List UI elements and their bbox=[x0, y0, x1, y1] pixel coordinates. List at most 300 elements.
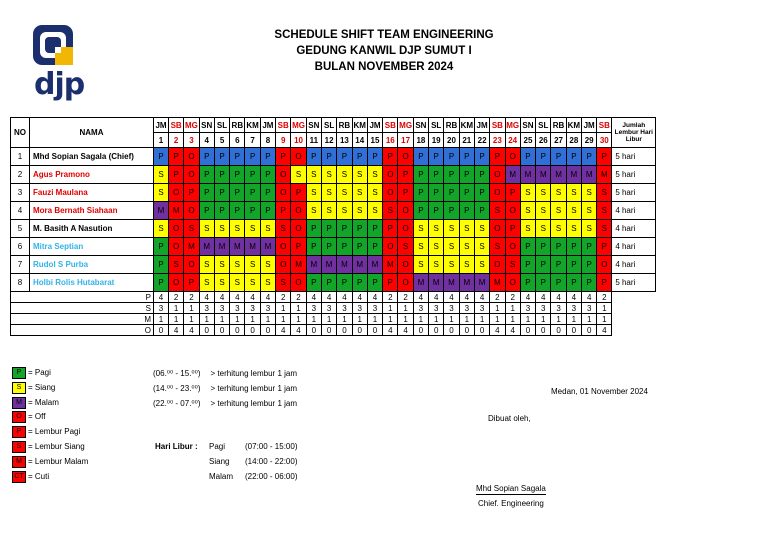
shift-cell: O bbox=[276, 256, 291, 274]
table-row bbox=[11, 166, 656, 184]
shift-cell: M bbox=[321, 256, 336, 274]
summary-value: 1 bbox=[597, 314, 612, 325]
summary-value: 3 bbox=[245, 303, 260, 314]
shift-time: (06.⁰⁰ - 15.⁰⁰) bbox=[153, 369, 201, 378]
summary-value: 1 bbox=[566, 314, 581, 325]
date-header: 18 bbox=[413, 133, 428, 148]
shift-cell: S bbox=[398, 238, 413, 256]
shift-cell: M bbox=[566, 166, 581, 184]
shift-cell: P bbox=[321, 238, 336, 256]
summary-value: 0 bbox=[352, 325, 367, 336]
shift-cell: S bbox=[337, 166, 352, 184]
summary-value: 4 bbox=[566, 292, 581, 303]
day-header: JM bbox=[582, 118, 597, 133]
shift-cell: P bbox=[413, 184, 428, 202]
shift-cell: S bbox=[367, 166, 382, 184]
shift-cell: P bbox=[367, 274, 382, 292]
summary-value: 2 bbox=[505, 292, 520, 303]
shift-cell: P bbox=[260, 148, 275, 166]
summary-value: 0 bbox=[367, 325, 382, 336]
shift-cell: S bbox=[230, 220, 245, 238]
summary-row bbox=[11, 292, 656, 303]
shift-cell: S bbox=[154, 166, 169, 184]
summary-value: 4 bbox=[230, 292, 245, 303]
day-header: RB bbox=[337, 118, 352, 133]
shift-cell: M bbox=[505, 166, 520, 184]
employee-name: Agus Pramono bbox=[30, 166, 154, 184]
table-row bbox=[11, 256, 656, 274]
shift-cell: P bbox=[169, 166, 184, 184]
date-header: 16 bbox=[383, 133, 398, 148]
shift-cell: P bbox=[306, 238, 321, 256]
summary-value: 4 bbox=[429, 292, 444, 303]
summary-value: 4 bbox=[184, 325, 199, 336]
shift-cell: O bbox=[398, 202, 413, 220]
summary-value: 4 bbox=[505, 325, 520, 336]
shift-cell: P bbox=[413, 148, 428, 166]
legend-label: = Lembur Malam bbox=[28, 456, 89, 466]
summary-value: 1 bbox=[291, 303, 306, 314]
shift-cell: P bbox=[444, 202, 459, 220]
shift-cell: P bbox=[214, 148, 229, 166]
summary-value: 1 bbox=[352, 314, 367, 325]
summary-value: 1 bbox=[367, 314, 382, 325]
holiday-overtime-count: 4 hari bbox=[612, 202, 656, 220]
legend-item bbox=[12, 367, 132, 378]
legend-swatch: CT bbox=[12, 471, 26, 483]
shift-note: > terhitung lembur 1 jam bbox=[210, 398, 298, 408]
shift-cell: S bbox=[566, 202, 581, 220]
summary-value: 2 bbox=[398, 292, 413, 303]
shift-cell: S bbox=[214, 274, 229, 292]
shift-cell: O bbox=[169, 238, 184, 256]
shift-cell: P bbox=[383, 148, 398, 166]
shift-cell: P bbox=[199, 202, 214, 220]
summary-value: 3 bbox=[214, 303, 229, 314]
summary-value: 4 bbox=[459, 292, 474, 303]
summary-value: 1 bbox=[260, 314, 275, 325]
date-header: 25 bbox=[520, 133, 535, 148]
legend-label: = Malam bbox=[28, 397, 59, 407]
shift-cell: O bbox=[276, 238, 291, 256]
shift-cell: P bbox=[536, 274, 551, 292]
shift-cell: S bbox=[413, 238, 428, 256]
summary-value: 3 bbox=[367, 303, 382, 314]
shift-cell: S bbox=[566, 184, 581, 202]
day-header: SB bbox=[169, 118, 184, 133]
name-header: NAMA bbox=[30, 118, 154, 148]
summary-row bbox=[11, 303, 656, 314]
shift-cell: O bbox=[291, 220, 306, 238]
date-header: 20 bbox=[444, 133, 459, 148]
shift-cell: S bbox=[383, 202, 398, 220]
shift-cell: P bbox=[582, 274, 597, 292]
shift-cell: P bbox=[154, 238, 169, 256]
shift-cell: P bbox=[505, 220, 520, 238]
summary-value: 4 bbox=[352, 292, 367, 303]
summary-value: 4 bbox=[154, 292, 169, 303]
summary-value: 0 bbox=[582, 325, 597, 336]
summary-value: 3 bbox=[413, 303, 428, 314]
shift-cell: S bbox=[321, 166, 336, 184]
summary-value: 0 bbox=[230, 325, 245, 336]
shift-cell: M bbox=[306, 256, 321, 274]
shift-cell: O bbox=[490, 184, 505, 202]
legend-swatch: P bbox=[12, 367, 26, 379]
shift-cell: O bbox=[398, 256, 413, 274]
shift-cell: P bbox=[444, 148, 459, 166]
summary-value: 4 bbox=[536, 292, 551, 303]
legend-item bbox=[12, 456, 132, 467]
date-header: 7 bbox=[245, 133, 260, 148]
row-number: 2 bbox=[11, 166, 30, 184]
shift-cell: S bbox=[214, 220, 229, 238]
shift-cell: P bbox=[245, 166, 260, 184]
summary-blank bbox=[612, 314, 656, 325]
shift-cell: O bbox=[490, 256, 505, 274]
shift-cell: S bbox=[352, 202, 367, 220]
shift-cell: O bbox=[597, 256, 612, 274]
day-header: SB bbox=[276, 118, 291, 133]
libur-pagi-time: (07:00 - 15:00) bbox=[245, 442, 298, 451]
shift-cell: S bbox=[154, 184, 169, 202]
shift-cell: S bbox=[459, 238, 474, 256]
shift-cell: S bbox=[490, 238, 505, 256]
made-by: Dibuat oleh, bbox=[488, 414, 531, 423]
table-row bbox=[11, 220, 656, 238]
summary-value: 3 bbox=[306, 303, 321, 314]
summary-value: 0 bbox=[199, 325, 214, 336]
summary-value: 0 bbox=[413, 325, 428, 336]
date-header: 4 bbox=[199, 133, 214, 148]
shift-cell: O bbox=[505, 274, 520, 292]
day-header: SN bbox=[199, 118, 214, 133]
shift-cell: M bbox=[291, 256, 306, 274]
summary-value: 1 bbox=[154, 314, 169, 325]
shift-cell: P bbox=[551, 274, 566, 292]
day-header: JM bbox=[260, 118, 275, 133]
shift-time-row bbox=[153, 397, 297, 410]
libur-malam-name: Malam bbox=[209, 472, 234, 481]
summary-value: 0 bbox=[214, 325, 229, 336]
shift-cell: O bbox=[398, 148, 413, 166]
summary-value: 4 bbox=[199, 292, 214, 303]
shift-cell: O bbox=[490, 220, 505, 238]
summary-value: 3 bbox=[337, 303, 352, 314]
summary-value: 4 bbox=[413, 292, 428, 303]
holiday-overtime-count: 4 hari bbox=[612, 238, 656, 256]
shift-cell: O bbox=[291, 148, 306, 166]
shift-cell: P bbox=[520, 238, 535, 256]
summary-value: 3 bbox=[321, 303, 336, 314]
day-header: MG bbox=[505, 118, 520, 133]
summary-value: 1 bbox=[321, 314, 336, 325]
legend-swatch: S bbox=[12, 441, 26, 453]
shift-cell: S bbox=[199, 256, 214, 274]
day-header: KM bbox=[566, 118, 581, 133]
schedule-table bbox=[10, 117, 656, 336]
summary-value: 3 bbox=[536, 303, 551, 314]
shift-cell: P bbox=[306, 148, 321, 166]
shift-cell: P bbox=[582, 148, 597, 166]
summary-value: 1 bbox=[582, 314, 597, 325]
summary-label: P bbox=[11, 292, 154, 303]
shift-cell: P bbox=[474, 148, 489, 166]
shift-cell: P bbox=[352, 148, 367, 166]
shift-cell: M bbox=[474, 274, 489, 292]
shift-cell: P bbox=[276, 148, 291, 166]
shift-cell: M bbox=[444, 274, 459, 292]
shift-cell: S bbox=[536, 220, 551, 238]
shift-cell: P bbox=[520, 256, 535, 274]
date-header: 10 bbox=[291, 133, 306, 148]
shift-cell: P bbox=[551, 256, 566, 274]
legend-swatch: P bbox=[12, 426, 26, 438]
summary-value: 4 bbox=[260, 292, 275, 303]
shift-cell: S bbox=[260, 256, 275, 274]
shift-cell: M bbox=[520, 166, 535, 184]
summary-value: 1 bbox=[276, 314, 291, 325]
summary-value: 2 bbox=[169, 292, 184, 303]
shift-cell: S bbox=[536, 184, 551, 202]
summary-value: 2 bbox=[291, 292, 306, 303]
summary-value: 1 bbox=[520, 314, 535, 325]
date-header: 26 bbox=[536, 133, 551, 148]
summary-value: 4 bbox=[291, 325, 306, 336]
legend-swatch: S bbox=[12, 382, 26, 394]
summary-value: 3 bbox=[352, 303, 367, 314]
shift-cell: P bbox=[199, 184, 214, 202]
shift-cell: P bbox=[337, 220, 352, 238]
summary-value: 4 bbox=[245, 292, 260, 303]
summary-value: 1 bbox=[184, 303, 199, 314]
shift-cell: P bbox=[383, 274, 398, 292]
shift-cell: P bbox=[597, 238, 612, 256]
summary-value: 0 bbox=[429, 325, 444, 336]
shift-cell: M bbox=[459, 274, 474, 292]
date-header: 19 bbox=[429, 133, 444, 148]
shift-cell: S bbox=[582, 202, 597, 220]
date-header: 17 bbox=[398, 133, 413, 148]
shift-cell: S bbox=[276, 274, 291, 292]
shift-cell: P bbox=[474, 202, 489, 220]
day-header: SN bbox=[520, 118, 535, 133]
summary-value: 0 bbox=[551, 325, 566, 336]
shift-cell: S bbox=[429, 238, 444, 256]
libur-siang-name: Siang bbox=[209, 457, 230, 466]
shift-cell: M bbox=[245, 238, 260, 256]
summary-value: 1 bbox=[214, 314, 229, 325]
summary-value: 0 bbox=[260, 325, 275, 336]
shift-cell: O bbox=[184, 148, 199, 166]
day-header: SL bbox=[321, 118, 336, 133]
shift-cell: S bbox=[245, 256, 260, 274]
shift-cell: P bbox=[199, 166, 214, 184]
shift-cell: P bbox=[597, 148, 612, 166]
shift-note: > terhitung lembur 1 jam bbox=[210, 383, 298, 393]
summary-value: 4 bbox=[214, 292, 229, 303]
summary-value: 1 bbox=[398, 303, 413, 314]
date-header: 2 bbox=[169, 133, 184, 148]
shift-cell: S bbox=[184, 220, 199, 238]
shift-cell: S bbox=[597, 184, 612, 202]
shift-cell: P bbox=[321, 148, 336, 166]
summary-value: 1 bbox=[490, 314, 505, 325]
shift-cell: P bbox=[444, 184, 459, 202]
date-header: 14 bbox=[352, 133, 367, 148]
date-header: 6 bbox=[230, 133, 245, 148]
title-line-3: BULAN NOVEMBER 2024 bbox=[314, 61, 454, 73]
shift-cell: M bbox=[429, 274, 444, 292]
summary-value: 4 bbox=[520, 292, 535, 303]
shift-cell: S bbox=[306, 166, 321, 184]
shift-cell: S bbox=[306, 202, 321, 220]
shift-cell: S bbox=[321, 202, 336, 220]
date-header: 24 bbox=[505, 133, 520, 148]
shift-cell: P bbox=[337, 238, 352, 256]
shift-cell: S bbox=[260, 220, 275, 238]
summary-value: 0 bbox=[306, 325, 321, 336]
summary-value: 0 bbox=[245, 325, 260, 336]
hari-libur-label: Hari Libur : bbox=[155, 442, 198, 451]
shift-cell: S bbox=[367, 202, 382, 220]
legend-label: = Off bbox=[28, 412, 46, 422]
shift-cell: P bbox=[199, 148, 214, 166]
shift-cell: S bbox=[230, 274, 245, 292]
shift-cell: S bbox=[321, 184, 336, 202]
shift-cell: P bbox=[291, 238, 306, 256]
shift-cell: P bbox=[536, 238, 551, 256]
shift-cell: S bbox=[582, 184, 597, 202]
summary-value: 1 bbox=[597, 303, 612, 314]
shift-cell: P bbox=[597, 274, 612, 292]
shift-cell: M bbox=[260, 238, 275, 256]
summary-value: 1 bbox=[490, 303, 505, 314]
shift-cell: P bbox=[536, 256, 551, 274]
shift-cell: P bbox=[490, 148, 505, 166]
summary-value: 3 bbox=[154, 303, 169, 314]
shift-cell: P bbox=[230, 166, 245, 184]
shift-cell: P bbox=[566, 238, 581, 256]
shift-cell: P bbox=[245, 184, 260, 202]
summary-value: 4 bbox=[490, 325, 505, 336]
summary-value: 2 bbox=[383, 292, 398, 303]
summary-value: 4 bbox=[337, 292, 352, 303]
summary-value: 1 bbox=[474, 314, 489, 325]
summary-value: 3 bbox=[230, 303, 245, 314]
summary-value: 0 bbox=[444, 325, 459, 336]
shift-cell: P bbox=[383, 220, 398, 238]
shift-cell: P bbox=[429, 184, 444, 202]
table-row bbox=[11, 274, 656, 292]
shift-cell: P bbox=[352, 220, 367, 238]
libur-malam-time: (22:00 - 06:00) bbox=[245, 472, 298, 481]
shift-cell: P bbox=[459, 184, 474, 202]
shift-cell: P bbox=[260, 202, 275, 220]
day-header: KM bbox=[245, 118, 260, 133]
shift-cell: P bbox=[214, 202, 229, 220]
shift-cell: P bbox=[276, 202, 291, 220]
summary-value: 4 bbox=[383, 325, 398, 336]
summary-value: 4 bbox=[474, 292, 489, 303]
date-header: 3 bbox=[184, 133, 199, 148]
shift-cell: P bbox=[582, 256, 597, 274]
shift-cell: O bbox=[169, 274, 184, 292]
summary-value: 1 bbox=[245, 314, 260, 325]
day-header: MG bbox=[291, 118, 306, 133]
row-number: 5 bbox=[11, 220, 30, 238]
legend-item bbox=[12, 382, 132, 393]
shift-cell: O bbox=[383, 184, 398, 202]
legend-swatch: M bbox=[12, 456, 26, 468]
shift-cell: S bbox=[169, 256, 184, 274]
summary-value: 3 bbox=[520, 303, 535, 314]
summary-value: 1 bbox=[505, 303, 520, 314]
day-header: SL bbox=[536, 118, 551, 133]
legend-swatch: O bbox=[12, 411, 26, 423]
table-row bbox=[11, 238, 656, 256]
logo-text: djp bbox=[34, 67, 85, 102]
summary-value: 3 bbox=[474, 303, 489, 314]
legend-label: = Siang bbox=[28, 382, 56, 392]
summary-value: 1 bbox=[306, 314, 321, 325]
legend-item bbox=[12, 426, 132, 437]
shift-cell: S bbox=[367, 184, 382, 202]
shift-cell: S bbox=[505, 256, 520, 274]
shift-cell: P bbox=[566, 256, 581, 274]
summary-value: 4 bbox=[398, 325, 413, 336]
summary-value: 1 bbox=[337, 314, 352, 325]
shift-cell: S bbox=[260, 274, 275, 292]
shift-cell: P bbox=[260, 166, 275, 184]
employee-name: Holbi Rolis Hutabarat bbox=[30, 274, 154, 292]
summary-value: 0 bbox=[337, 325, 352, 336]
shift-cell: P bbox=[551, 238, 566, 256]
shift-cell: S bbox=[459, 256, 474, 274]
shift-cell: S bbox=[245, 220, 260, 238]
summary-blank bbox=[612, 325, 656, 336]
legend-label: = Cuti bbox=[28, 471, 50, 481]
signer-position: Chief. Engineering bbox=[478, 499, 544, 508]
shift-cell: S bbox=[520, 184, 535, 202]
shift-cell: P bbox=[230, 148, 245, 166]
date-header: 13 bbox=[337, 133, 352, 148]
day-header: SN bbox=[413, 118, 428, 133]
shift-cell: S bbox=[536, 202, 551, 220]
shift-cell: O bbox=[505, 148, 520, 166]
title-line-2: GEDUNG KANWIL DJP SUMUT I bbox=[296, 45, 472, 57]
summary-value: 0 bbox=[154, 325, 169, 336]
shift-time-row bbox=[153, 382, 297, 395]
shift-cell: S bbox=[230, 256, 245, 274]
shift-cell: S bbox=[551, 184, 566, 202]
summary-value: 3 bbox=[444, 303, 459, 314]
date-header: 28 bbox=[566, 133, 581, 148]
summary-value: 4 bbox=[306, 292, 321, 303]
row-number: 7 bbox=[11, 256, 30, 274]
shift-cell: S bbox=[459, 220, 474, 238]
summary-value: 1 bbox=[536, 314, 551, 325]
shift-cell: P bbox=[230, 184, 245, 202]
shift-cell: M bbox=[230, 238, 245, 256]
summary-value: 1 bbox=[169, 303, 184, 314]
shift-cell: O bbox=[184, 166, 199, 184]
shift-cell: P bbox=[459, 148, 474, 166]
day-header: MG bbox=[184, 118, 199, 133]
shift-cell: S bbox=[245, 274, 260, 292]
shift-cell: P bbox=[184, 274, 199, 292]
shift-cell: S bbox=[474, 220, 489, 238]
